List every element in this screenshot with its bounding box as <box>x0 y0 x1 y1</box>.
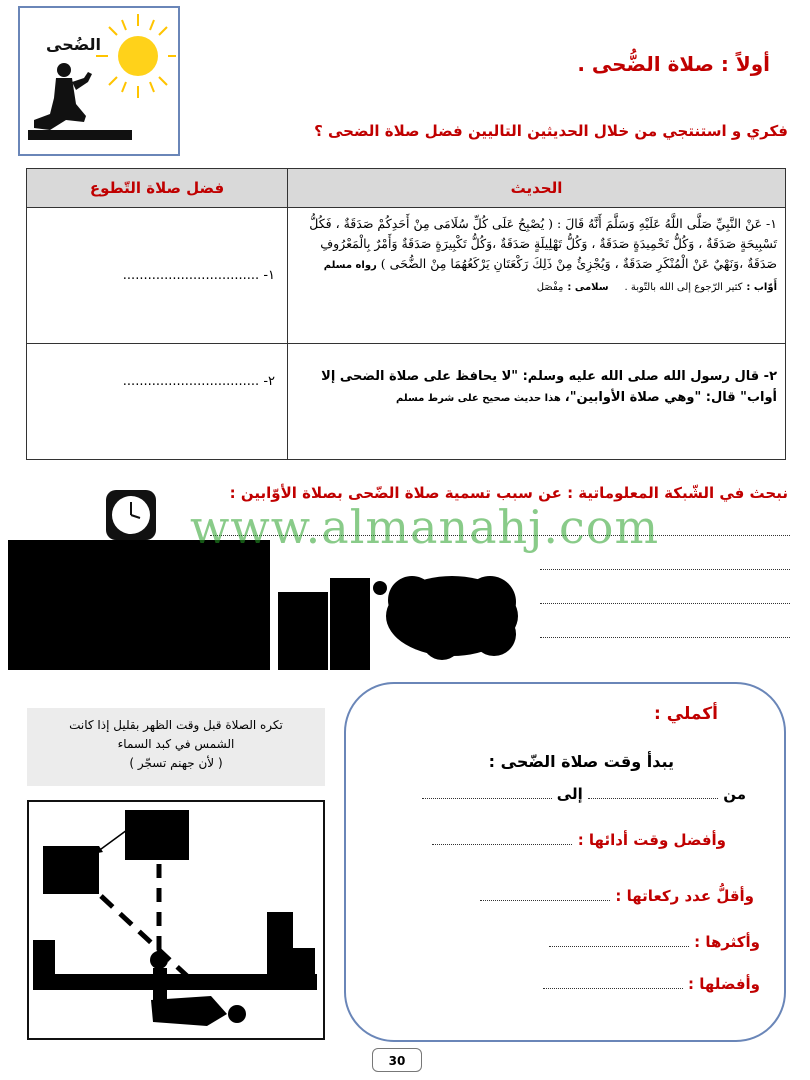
sun-at-zenith-block <box>125 810 189 860</box>
best-time-row <box>432 830 726 849</box>
min-blank[interactable] <box>480 886 610 901</box>
answer-number: ٢- <box>263 374 275 389</box>
praying-figure-icon <box>28 63 132 140</box>
table-row <box>27 344 786 460</box>
instruction-text: فكري و استنتجي من خلال الحديثين التاليين فضل صلاة الضحى ؟ <box>314 122 788 140</box>
page-number: 30 <box>372 1048 422 1072</box>
logo-word: الضُحى <box>46 35 101 54</box>
best-rakaat-row <box>543 974 760 993</box>
page-title: أولاً : صلاة الضُّحى . <box>577 52 770 76</box>
note-line: تكره الصلاة قبل وقت الظهر بقليل إذا كانت <box>69 718 283 732</box>
max-blank[interactable] <box>549 932 689 947</box>
col-header-hadith: الحديث <box>288 169 786 208</box>
gloss-definition: مِفْصَل <box>536 282 564 293</box>
hadith-cell-1 <box>288 208 786 344</box>
note-line: الشمس في كبد السماء <box>117 737 235 751</box>
gloss-term: سلامى : <box>567 282 609 293</box>
hadith-table <box>26 168 786 460</box>
note-box <box>27 708 325 786</box>
min-label: وأقلُّ عدد ركعاتها : <box>615 887 754 905</box>
complete-box <box>344 682 786 1042</box>
answer-dots: ................................. <box>122 374 260 389</box>
research-title: نبحث في الشّبكة المعلوماتية : عن سبب تسمية صلاة الضّحى بصلاة الأوّابين : <box>229 484 788 502</box>
table-row <box>27 208 786 344</box>
redacted-block <box>8 540 270 670</box>
answer-cell-2[interactable] <box>27 344 288 460</box>
col-header-virtue: فضل صلاة التّطوع <box>27 169 288 208</box>
cloud-icon <box>372 570 532 662</box>
max-rakaat-row <box>549 932 760 951</box>
redacted-block <box>278 592 328 670</box>
answer-number: ١- <box>263 268 275 283</box>
answer-line[interactable] <box>540 636 790 638</box>
from-blank[interactable] <box>588 784 718 799</box>
answer-line[interactable] <box>540 568 790 570</box>
to-blank[interactable] <box>422 784 552 799</box>
logo-box <box>18 6 180 156</box>
from-label: من <box>723 785 746 803</box>
to-label: إلى <box>556 785 583 803</box>
hadith-text: ١- عَنْ النَّبِيِّ صَلَّى اللَّهُ عَلَيْهِ وَسَلَّمَ أَنَّهُ قَالَ : ( يُصْبِحُ عَلَى كُلِّ سُلَامَى مِنْ أَحَدِكُمْ صَدَقَةٌ ، فَكُلُّ تَسْبِيحَةٍ صَدَقَةٌ ، وَكُلُّ تَحْمِيدَةٍ صَدَقَةٌ ، وَكُلُّ تَهْلِيلَةٍ صَدَقَةٌ ،وَكُلُّ تَكْبِيرَةٍ صَدَقَةٌ وَأَمْرٌ بِالْمَعْرُوفِ صَدَقَةٌ ،وَنَهْيٌ عَنْ الْمُنْكَرِ صَدَقَةٌ ، وَيُجْزِئُ مِنْ ذَلِكَ رَكْعَتَانِ يَرْكَعُهُمَا مِنْ الضُّحَى ) <box>309 216 777 271</box>
complete-title: أكملي : <box>654 704 718 724</box>
best-time-label: وأفضل وقت أدائها : <box>577 831 726 849</box>
answer-cell-1[interactable] <box>27 208 288 344</box>
table-header-row <box>27 169 786 208</box>
note-line: ( لأن جهنم تسجّر ) <box>129 756 223 770</box>
from-to-row <box>422 784 746 803</box>
start-label: يبدأ وقت صلاة الضّحى : <box>488 752 674 771</box>
hadith-source: هذا حديث صحيح على شرط مسلم <box>396 393 561 404</box>
redacted-block <box>330 578 370 670</box>
answer-dots: ................................. <box>122 268 260 283</box>
watermark: www.almanahj.com <box>190 500 660 554</box>
max-label: وأكثرها : <box>694 933 760 951</box>
best-time-blank[interactable] <box>432 830 572 845</box>
best-blank[interactable] <box>543 974 683 989</box>
gloss-term: أَوّاب : <box>746 282 777 293</box>
sun-block <box>43 846 99 894</box>
hadith-source: رواه مسلم <box>323 260 377 271</box>
hadith-text: ٢- قال رسول الله صلى الله عليه وسلم: "لا يحافظ على صلاة الضحى إلا أواب" قال: "وهي صلاة الأوابين"، <box>321 369 777 405</box>
sun-icon <box>96 14 176 98</box>
sun-zenith-diagram <box>27 800 325 1040</box>
min-rakaat-row <box>480 886 754 905</box>
best-label: وأفضلها : <box>688 975 760 993</box>
answer-line[interactable] <box>540 602 790 604</box>
dhuha-prayer-illustration <box>20 8 178 154</box>
hadith-cell-2 <box>288 344 786 460</box>
gloss-definition: كثير الرّجوع إلى الله بالتّوبة . <box>624 282 743 293</box>
clock-icon <box>104 488 158 542</box>
